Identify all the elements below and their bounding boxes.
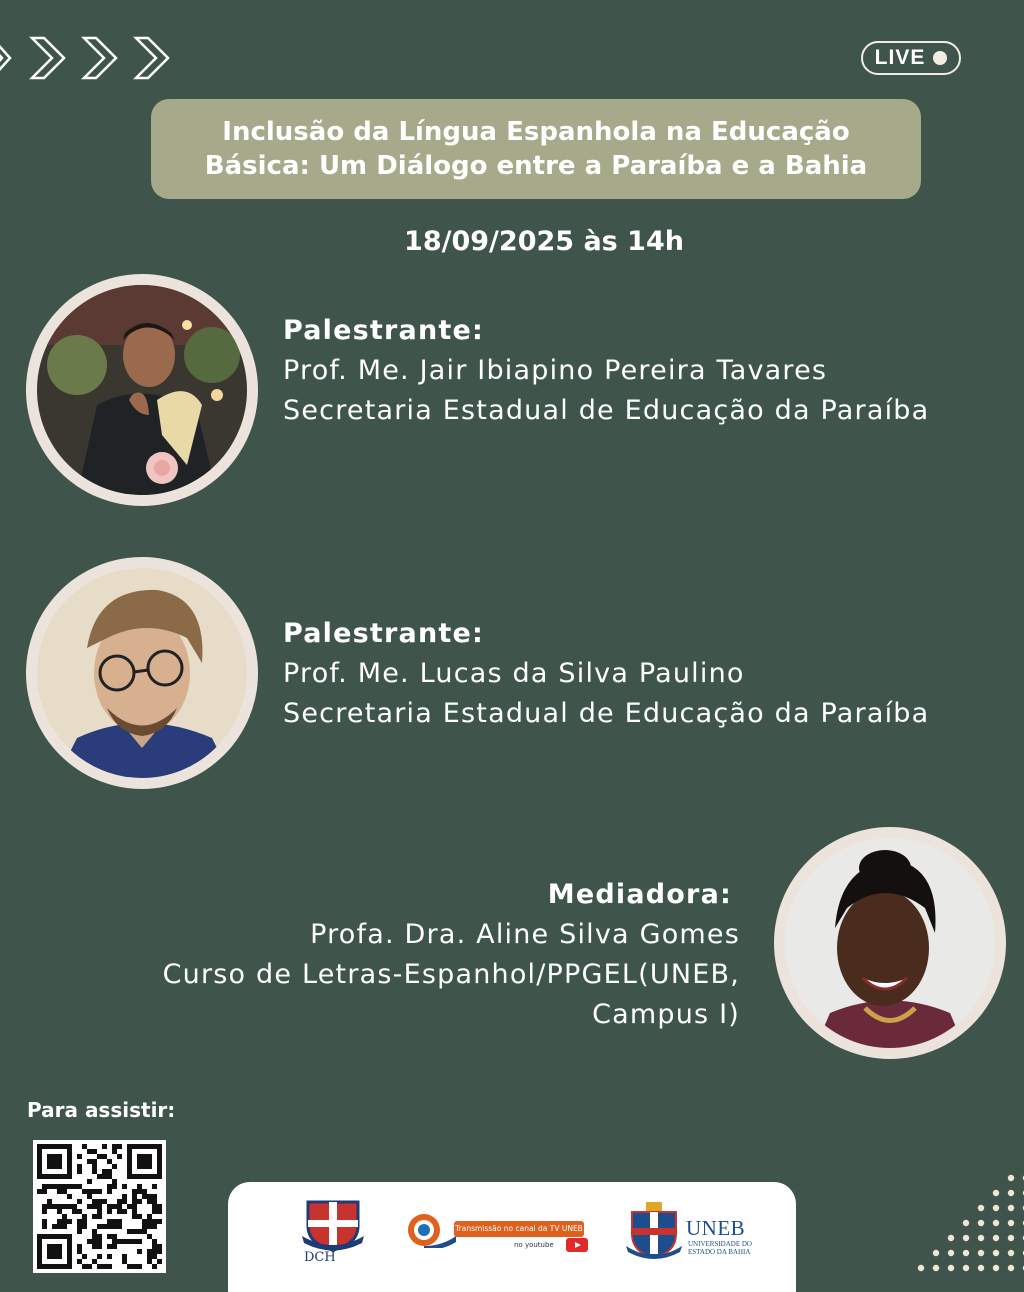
dot-pattern-decoration-icon	[915, 1172, 1024, 1280]
mediator-name: Profa. Dra. Aline Silva Gomes	[310, 919, 740, 950]
tv-uneb-label: Transmissão no canal da TV UNEB	[454, 1221, 584, 1237]
tv-youtube-label: no youtube	[514, 1241, 554, 1249]
speaker-1-role: Palestrante:	[283, 315, 485, 346]
mediator-avatar	[774, 827, 1006, 1059]
speaker-2-role: Palestrante:	[283, 618, 485, 649]
speaker-1-info	[283, 311, 929, 431]
watch-label: Para assistir:	[27, 1098, 176, 1122]
mediator-photo-icon	[785, 838, 995, 1048]
speaker-1-avatar	[26, 274, 258, 506]
speaker-2-name: Prof. Me. Lucas da Silva Paulino	[283, 658, 745, 689]
mediator-affiliation-line2: Campus I)	[592, 999, 740, 1030]
uneb-crest-icon	[626, 1200, 682, 1262]
dch-crest-icon	[300, 1196, 366, 1252]
chevrons-decoration-icon	[0, 24, 182, 94]
dch-label: DCH	[304, 1250, 336, 1265]
live-badge	[861, 41, 961, 75]
speaker-2-photo-icon	[37, 568, 247, 778]
speaker-1-name: Prof. Me. Jair Ibiapino Pereira Tavares	[283, 355, 828, 386]
speaker-2-avatar	[26, 557, 258, 789]
speaker-1-photo-icon	[37, 285, 247, 495]
qr-code-icon[interactable]	[33, 1140, 166, 1273]
uneb-label: UNEB	[686, 1216, 746, 1240]
event-title	[151, 99, 921, 199]
mediator-role: Mediadora:	[547, 879, 732, 910]
event-title-line1: Inclusão da Língua Espanhola na Educação	[222, 117, 850, 147]
event-title-line2: Básica: Um Diálogo entre a Paraíba e a Bahia	[204, 151, 868, 181]
footer-logos	[228, 1182, 796, 1292]
live-dot-icon	[933, 51, 947, 65]
uneb-sub-label: UNIVERSIDADE DO ESTADO DA BAHIA	[688, 1240, 752, 1256]
event-date: 18/09/2025 às 14h	[404, 226, 684, 257]
mediator-affiliation-line1: Curso de Letras-Espanhol/PPGEL(UNEB,	[162, 959, 740, 990]
speaker-2-info	[283, 614, 929, 734]
qr-code-image	[33, 1140, 166, 1273]
live-label: LIVE	[874, 46, 926, 69]
mediator-info	[163, 875, 740, 1035]
youtube-icon	[566, 1238, 588, 1252]
speaker-2-affiliation: Secretaria Estadual de Educação da Paraíba	[283, 698, 930, 729]
tv-uneb-logo-icon	[406, 1212, 458, 1248]
speaker-1-affiliation: Secretaria Estadual de Educação da Paraíba	[283, 395, 930, 426]
